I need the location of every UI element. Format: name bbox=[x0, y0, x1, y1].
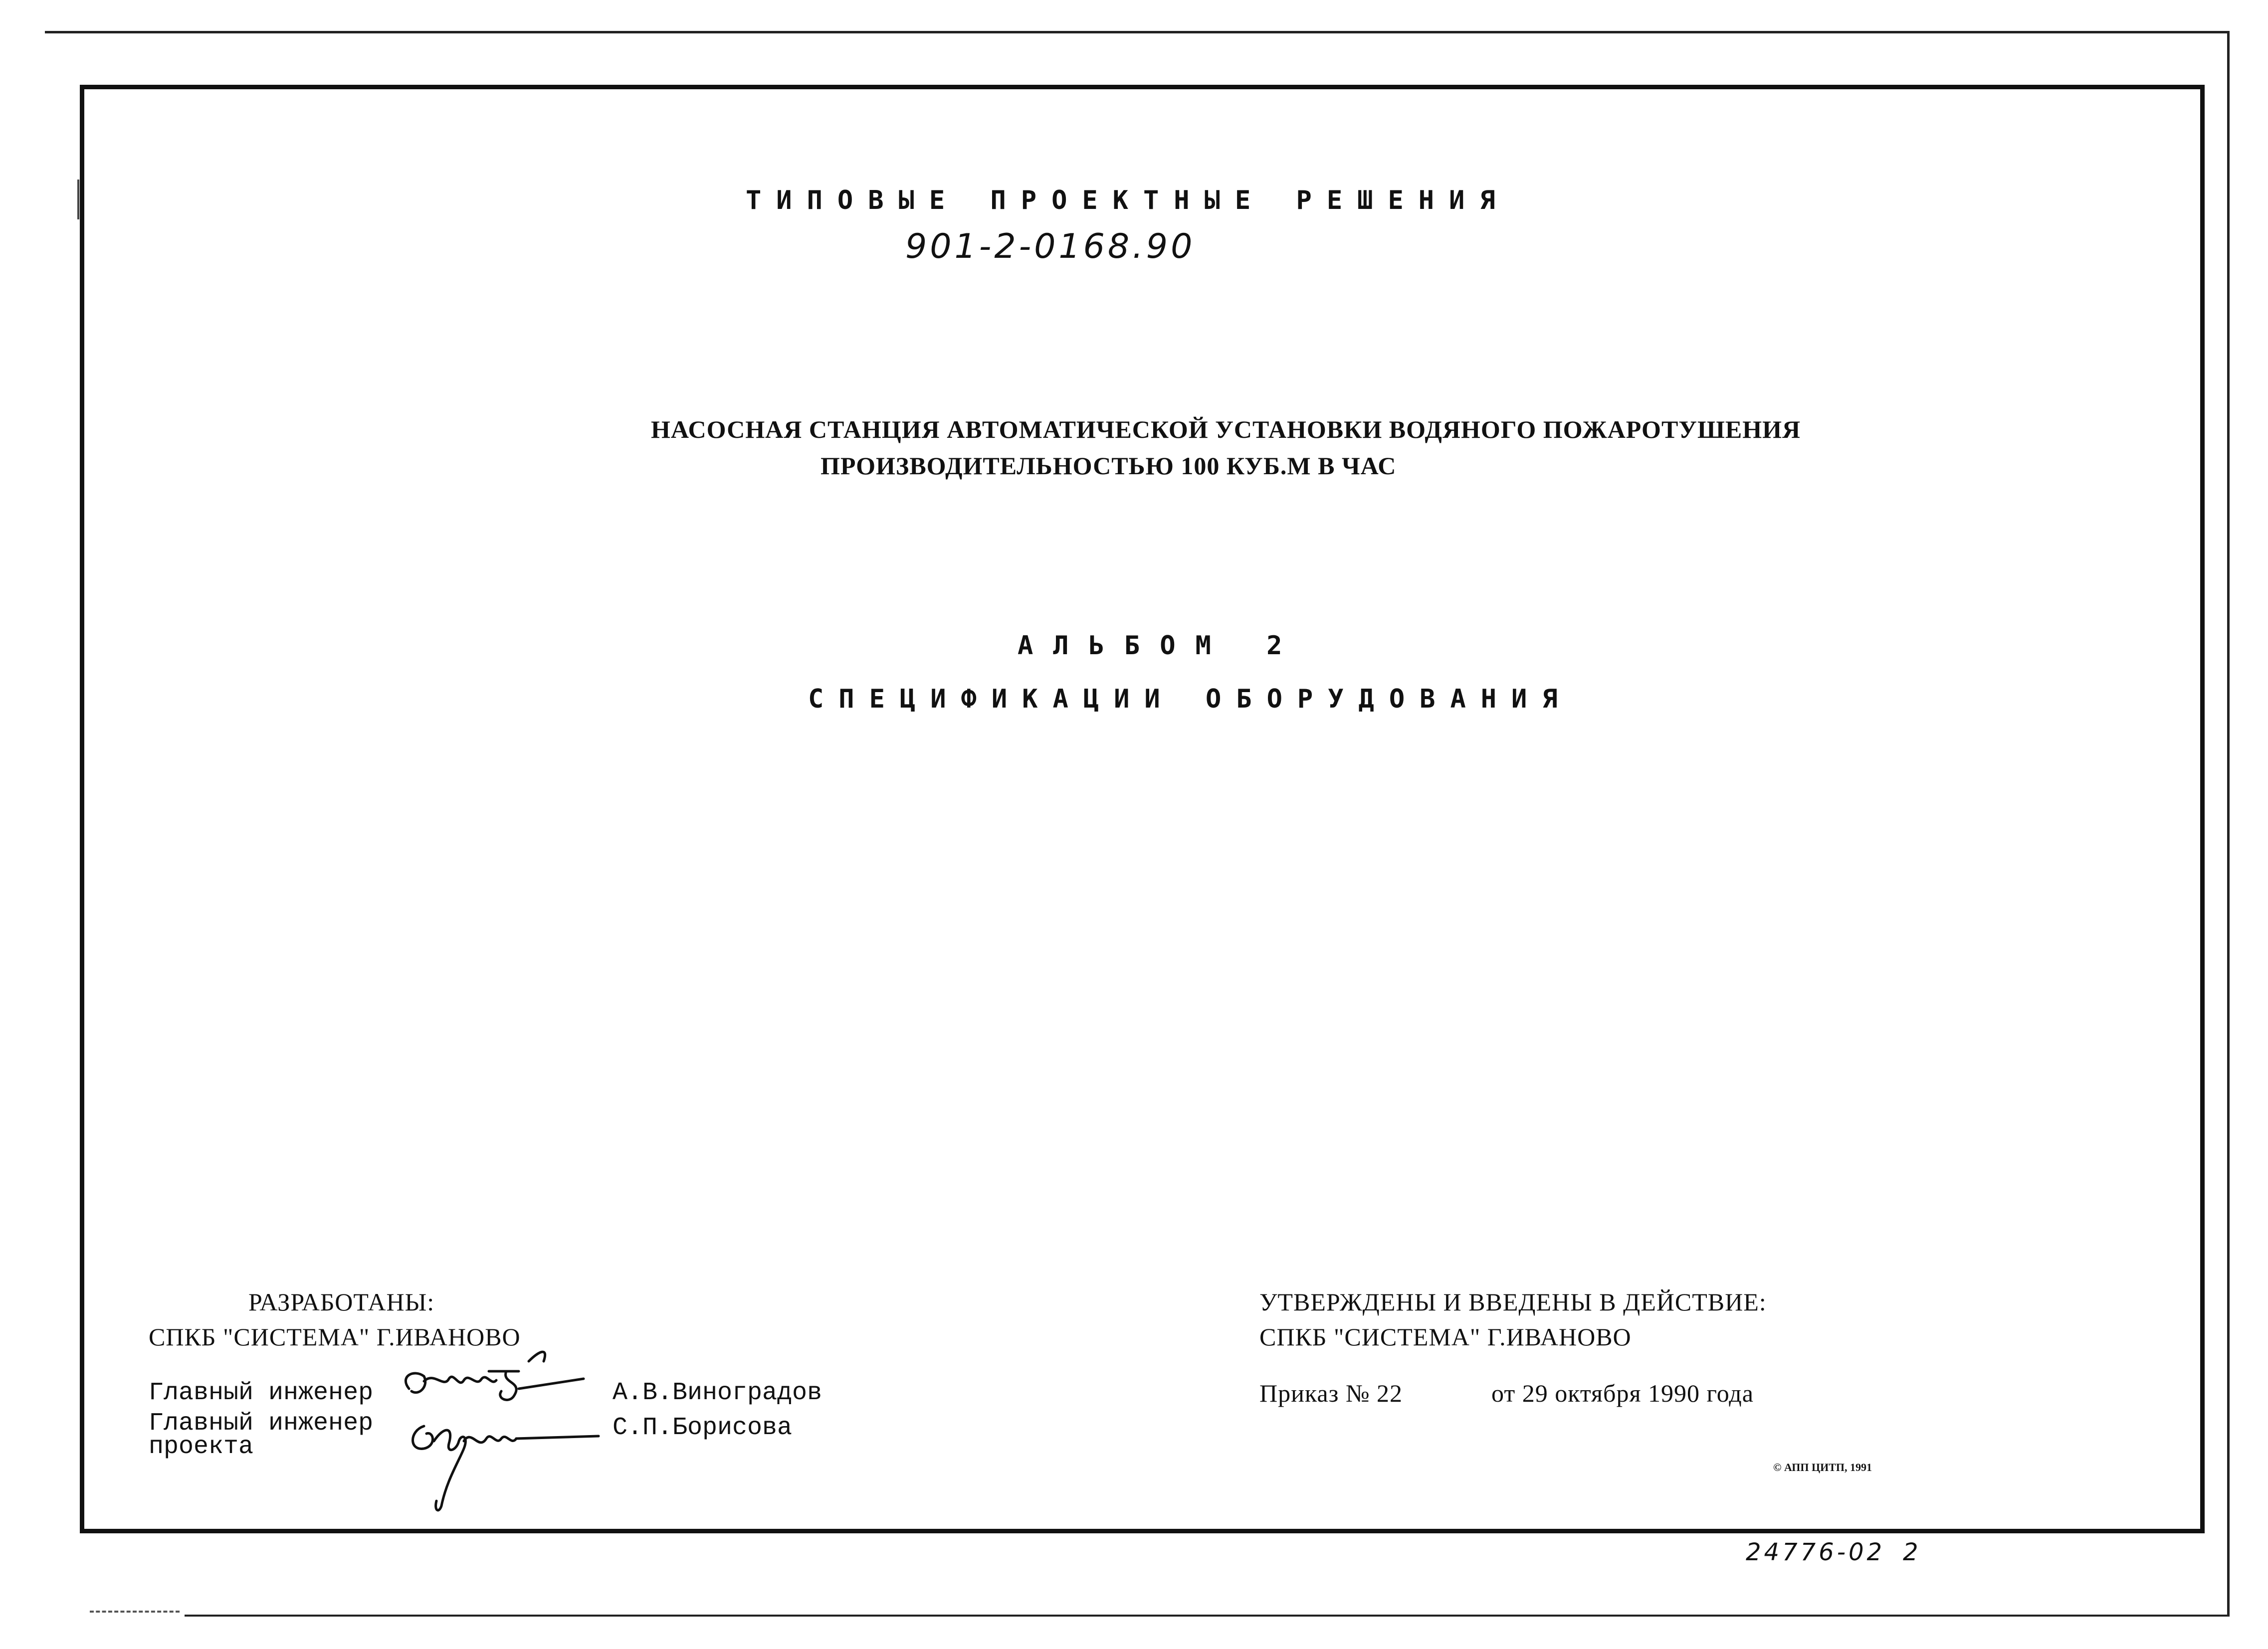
scan-edge-right bbox=[2227, 31, 2230, 1616]
album-subtitle: СПЕЦИФИКАЦИИ ОБОРУДОВАНИЯ bbox=[808, 684, 1573, 714]
project-title-line1: НАСОСНАЯ СТАНЦИЯ АВТОМАТИЧЕСКОЙ УСТАНОВКИ ВОДЯНОГО ПОЖАРОТУШЕНИЯ bbox=[651, 415, 1801, 443]
sheet-code: 24776-02 bbox=[1746, 1538, 1885, 1566]
approved-heading: УТВЕРЖДЕНЫ И ВВЕДЕНЫ В ДЕЙСТВИЕ: bbox=[1259, 1288, 1767, 1316]
project-title-line2: ПРОИЗВОДИТЕЛЬНОСТЬЮ 100 КУБ.М В ЧАС bbox=[821, 452, 1397, 480]
chief-engineer-name: А.В.Виноградов bbox=[613, 1379, 823, 1407]
chief-engineer-role: Главный инженер bbox=[149, 1379, 374, 1407]
chief-engineer-signature bbox=[389, 1341, 594, 1416]
project-engineer-name: С.П.Борисова bbox=[613, 1414, 793, 1442]
album-label: АЛЬБОМ 2 bbox=[1018, 631, 1302, 661]
developed-heading: РАЗРАБОТАНЫ: bbox=[248, 1288, 435, 1316]
series-number: 901-2-0168.90 bbox=[905, 227, 1196, 266]
scan-edge-mark bbox=[77, 180, 79, 219]
order-date: от 29 октября 1990 года bbox=[1491, 1379, 1754, 1407]
scan-edge-bottom bbox=[185, 1615, 2230, 1617]
copyright-note: © АПП ЦИТП, 1991 bbox=[1773, 1461, 1872, 1473]
series-title: ТИПОВЫЕ ПРОЕКТНЫЕ РЕШЕНИЯ bbox=[746, 185, 1510, 215]
sheet-number: 2 bbox=[1903, 1538, 1921, 1566]
approved-organization: СПКБ "СИСТЕМА" Г.ИВАНОВО bbox=[1259, 1323, 1632, 1351]
order-label: Приказ № 22 bbox=[1259, 1379, 1403, 1407]
scan-edge-top bbox=[45, 31, 2230, 33]
project-engineer-role-line1: Главный инженер bbox=[149, 1409, 374, 1438]
project-engineer-signature bbox=[399, 1406, 609, 1521]
developed-organization: СПКБ "СИСТЕМА" Г.ИВАНОВО bbox=[149, 1323, 521, 1351]
project-engineer-role-line2: проекта bbox=[149, 1433, 254, 1461]
scan-dash-mark bbox=[90, 1611, 180, 1613]
